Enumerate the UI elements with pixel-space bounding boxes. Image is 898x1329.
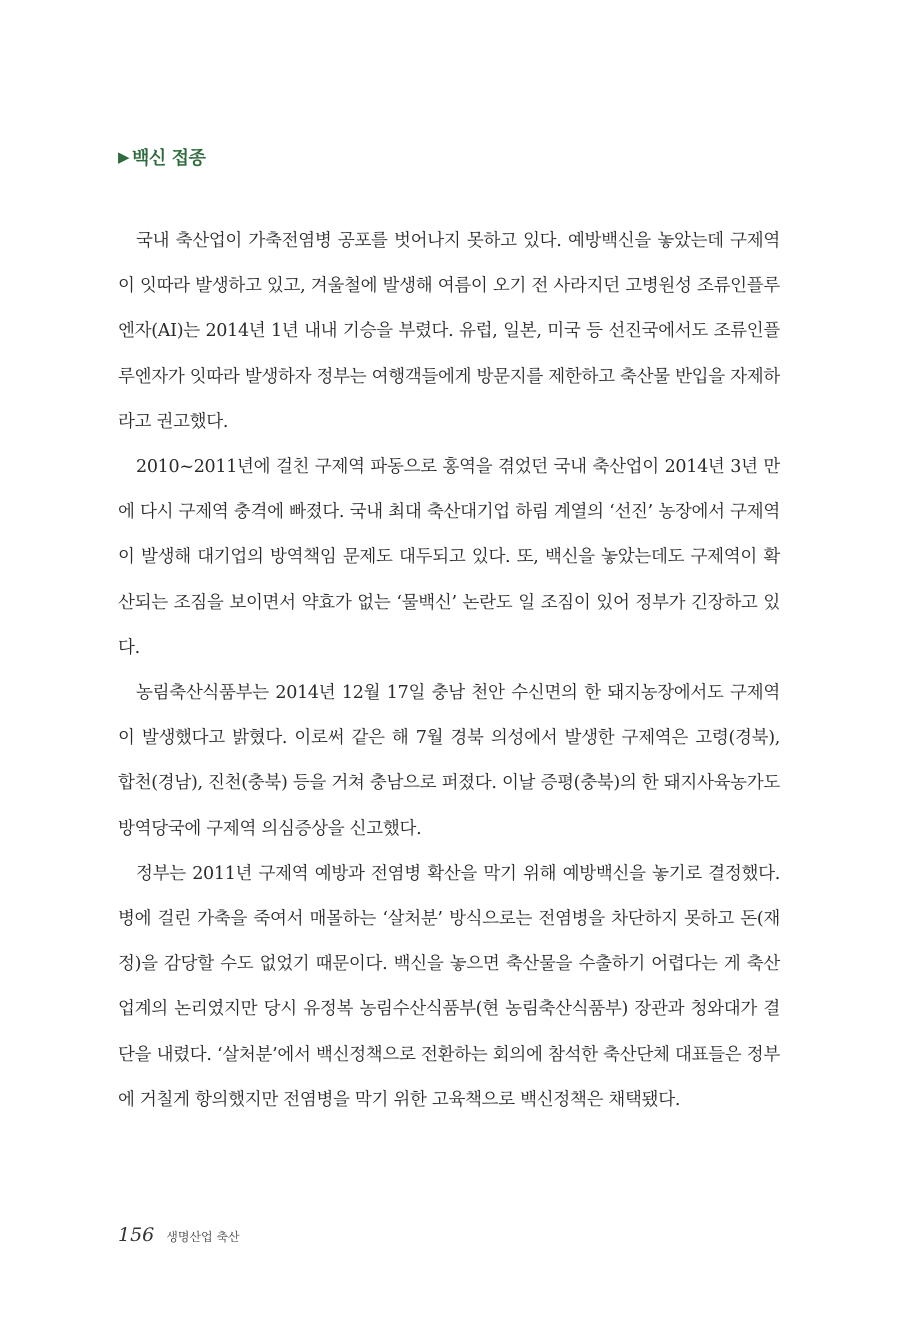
paragraph-3: 농림축산식품부는 2014년 12월 17일 충남 천안 수신면의 한 돼지농장에서도 구제역이 발생했다고 밝혔다. 이로써 같은 해 7월 경북 의성에서 발생한 구제역은 고령(경북), 합천(경남), 진천(충북) 등을 거쳐 충남으로 퍼졌다. 이날 증평(충북)의 한 돼지사육농가도 방역당국에 구제역 의심증상을 신고했다. (118, 683, 780, 839)
paragraph-4: 정부는 2011년 구제역 예방과 전염병 확산을 막기 위해 예방백신을 놓기로 결정했다. 병에 걸린 가축을 죽여서 매몰하는 ‘살처분’ 방식으로는 전염병을 차단하지 못하고 돈(재정)을 감당할 수도 없었기 때문이다. 백신을 놓으면 축산물을 수출하기 어렵다는 게 축산업계의 논리였지만 당시 유정복 농림수산식품부(현 농림축산식품부) 장관과 청와대가 결단을 내렸다. ‘살처분’에서 백신정책으로 전환하는 회의에 참석한 축산단체 대표들은 정부에 거칠게 항의했지만 전염병을 막기 위한 고육책으로 백신정책은 채택됐다. (118, 863, 780, 1110)
running-title: 생명산업 축산 (166, 1230, 240, 1244)
section-title: 백신 접종 (132, 148, 206, 169)
paragraph-2: 2010~2011년에 걸친 구제역 파동으로 홍역을 겪었던 국내 축산업이 2014년 3년 만에 다시 구제역 충격에 빠졌다. 국내 최대 축산대기업 하림 계열의 ‘선진’ 농장에서 구제역이 발생해 대기업의 방역책임 문제도 대두되고 있다. 또, 백신을 놓았는데도 구제역이 확산되는 조짐을 보이면서 약효가 없는 ‘물백신’ 논란도 일 조짐이 있어 정부가 긴장하고 있다. (118, 457, 780, 658)
section-heading (118, 144, 205, 170)
triangle-bullet-icon: ▶ (118, 148, 130, 166)
page-footer (118, 1224, 240, 1246)
page-number: 156 (118, 1224, 155, 1246)
paragraph-1: 국내 축산업이 가축전염병 공포를 벗어나지 못하고 있다. 예방백신을 놓았는데 구제역이 잇따라 발생하고 있고, 겨울철에 발생해 여름이 오기 전 사라지던 고병원성 조류인플루엔자(AI)는 2014년 1년 내내 기승을 부렸다. 유럽, 일본, 미국 등 선진국에서도 조류인플루엔자가 잇따라 발생하자 정부는 여행객들에게 방문지를 제한하고 축산물 반입을 자제하라고 권고했다. (118, 231, 780, 432)
body-text (118, 219, 780, 1123)
